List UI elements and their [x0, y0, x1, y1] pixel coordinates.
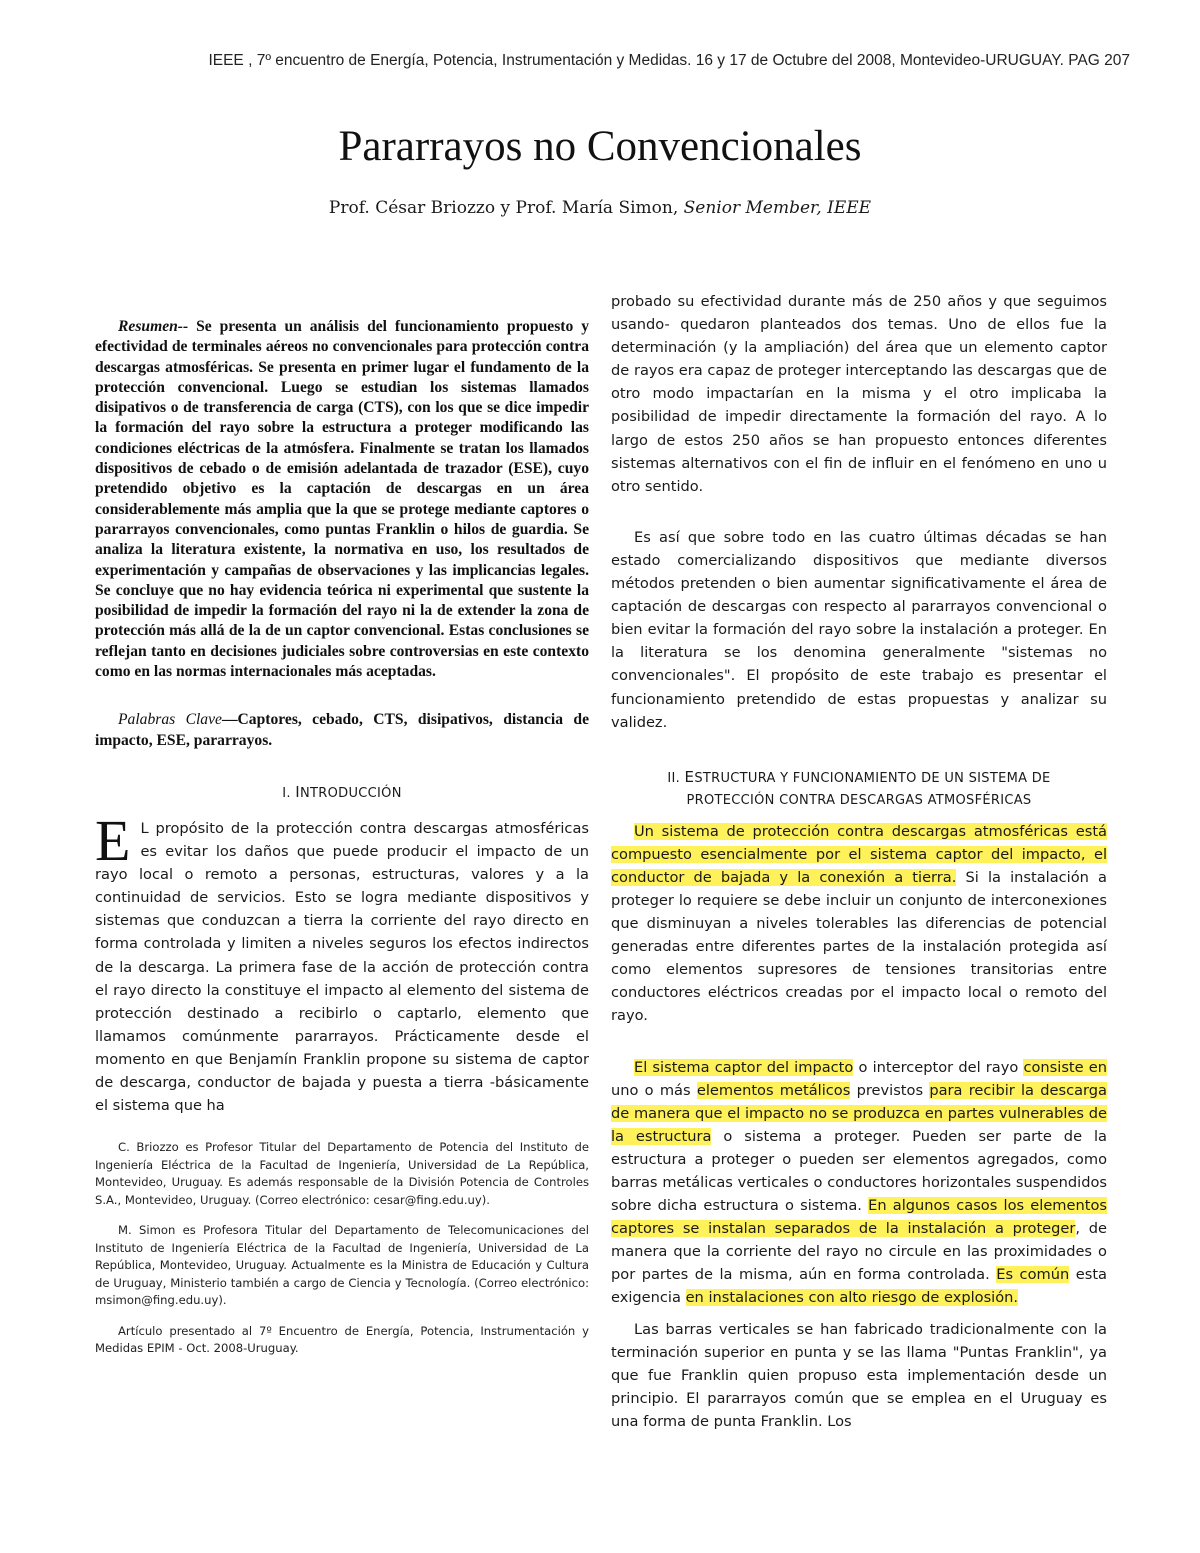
text-run: esta exigencia: [611, 1266, 1107, 1307]
left-column: [95, 290, 589, 1371]
section-2-heading: [611, 766, 1107, 812]
author-footnotes: [95, 1139, 589, 1358]
drop-cap: E: [95, 807, 131, 873]
text-run: o interceptor del rayo: [853, 1058, 1024, 1076]
footnote-simon: M. Simon es Profesora Titular del Departamento de Telecomunicaciones del Instituto de Ingeniería Eléctrica de la Facultad de Ingeniería, Universidad de La República, Montevideo, Uruguay. Actualmente es la Ministra de Educación y Cultura de Uruguay, Ministerio también a cargo de Ciencia y Tecnología. (Correo electrónico: msimon@fing.edu.uy).: [95, 1223, 589, 1308]
paragraph-purpose: Es así que sobre todo en las cuatro últimas décadas se han estado comercializando dispositivos que mediante diversos métodos pretenden o bien aumentar significativamente el área de captación de descargas con respecto al pararrayos convencional o bien evitar la formación del rayo sobre la instalación a proteger. En la literatura se los denomina generalmente "sistemas no convencionales". El propósito de este trabajo es presentar el funcionamiento pretendido de estas propuestas y analizar su validez.: [611, 528, 1107, 731]
section-1-title-rest: NTRODUCCIÓN: [300, 785, 402, 801]
text-run: o sistema a proteger. Pueden ser parte de la estructura a proteger o pueden ser elementos agregados, como barras metálicas verticales o conductores horizontales suspendidos sobre dicha estructura o sistema.: [611, 1127, 1107, 1215]
running-header: IEEE , 7º encuentro de Energía, Potencia, Instrumentación y Medidas. 16 y 17 de Octubre del 2008, Montevideo-URUGUAY. PAG 207: [208, 52, 1130, 69]
highlighted-text: El sistema captor del impacto: [634, 1058, 854, 1076]
abstract: [95, 317, 589, 682]
paragraph-system: [611, 820, 1107, 1028]
section-2-number: II.: [667, 770, 681, 786]
keywords-label: Palabras Clave: [118, 711, 222, 729]
highlighted-text: en instalaciones con alto riesgo de explosión.: [685, 1289, 1019, 1307]
section-2-line-2: PROTECCIÓN CONTRA DESCARGAS ATMOSFÉRICAS: [686, 792, 1032, 808]
footnote-presented: Artículo presentado al 7º Encuentro de Energía, Potencia, Instrumentación y Medidas EPIM - Oct. 2008-Uruguay.: [95, 1323, 589, 1356]
section-2-title-rest: STRUCTURA Y FUNCIONAMIENTO DE UN SISTEMA DE: [694, 770, 1051, 786]
highlighted-text: consiste en: [1023, 1058, 1107, 1076]
intro-text: L propósito de la protección contra descargas atmosféricas es evitar los daños que puede producir el impacto de un rayo local o remoto a personas, estructuras, valores y a la continuidad de servicios. Esto se logra mediante dispositivos y sistemas que conduzcan a tierra la corriente del rayo directo en forma controlada y limiten a niveles seguros los efectos indirectos de la descarga. La primera fase de la acción de protección contra el rayo directo la constituye el impacto al elemento del sistema de protección destinado a recibirlo o captarlo, elemento que llamamos comúnmente pararrayos. Prácticamente desde el momento en que Benjamín Franklin propone su sistema de captor de descarga, conductor de bajada y puesta a tierra -básicamente el sistema que ha: [95, 819, 589, 1115]
authors-line: [0, 198, 1200, 218]
author-grade: Senior Member, IEEE: [683, 198, 872, 218]
section-2-initial: E: [684, 767, 695, 786]
paragraph-captor: [611, 1056, 1107, 1310]
abstract-text: Se presenta un análisis del funcionamiento propuesto y efectividad de terminales aéreos no convencionales para protección contra descargas atmosféricas. Se presenta en primer lugar el fundamento de la protección convencional. Luego se estudian los sistemas llamados disipativos o de transferencia de carga (CTS), con los que se dice impedir la formación del rayo sobre la estructura a proteger modificando las condiciones eléctricas de la atmósfera. Finalmente se tratan los llamados dispositivos de cebado o de emisión adelantada de trazador (ESE), cuyo pretendido objetivo es la captación de descargas en un área considerablemente más amplia que la que se protege mediante captores o pararrayos convencionales, como puntas Franklin o hilos de guardia. Se analiza la literatura existente, la normativa en uso, los resultados de experimentación y campañas de observaciones y las implicancias legales. Se concluye que no hay evidencia teórica ni experimental que sustente la posibilidad de impedir la formación del rayo ni la de extender la zona de protección más allá de la de un captor convencional. Estas conclusiones se reflejan tanto en decisiones judiciales sobre controversias en este contexto como en las normas internacionales más aceptadas.: [95, 318, 589, 681]
text-run: , de manera que la corriente del rayo no circule en las proximidades o por partes de la misma, aún en forma controlada.: [611, 1220, 1107, 1284]
section-1-initial: I: [295, 782, 301, 801]
paragraph-franklin: Las barras verticales se han fabricado tradicionalmente con la terminación superior en punta y se las llama "Puntas Franklin", ya que fue Franklin quien propuso esta implementación desde un principio. El pararrayos común que se emplea en el Uruguay es una forma de punta Franklin. Los: [611, 1320, 1107, 1430]
highlighted-text: Es común: [996, 1266, 1070, 1284]
section-1-heading: [95, 781, 589, 805]
text-run: previstos: [850, 1081, 930, 1099]
highlighted-text: Un sistema de protección contra descargas atmosféricas está compuesto esencialmente por el sistema captor del impacto, el conductor de bajada y la conexión a tierra.: [611, 822, 1107, 886]
highlighted-text: En algunos casos los elementos captores se instalan separados de la instalación a proteger: [611, 1197, 1107, 1238]
keywords-text: —Captores, cebado, CTS, disipativos, distancia de impacto, ESE, pararrayos.: [95, 711, 589, 749]
highlighted-text: para recibir la descarga de manera que el impacto no se produzca en partes vulnerables de la estructura: [611, 1081, 1108, 1145]
paragraph-continuation: probado su efectividad durante más de 250 años y que seguimos usando- quedaron planteados dos temas. Uno de ellos fue la determinación (y la ampliación) del área que un elemento captor de rayos era capaz de proteger interceptando las descargas que de otro modo impactarían en la misma y el otro implicaba la posibilidad de impedir directamente la formación del rayo. A lo largo de estos 250 años se han propuesto entonces diferentes sistemas alternativos con el fin de influir en el fenómeno en uno u otro sentido.: [611, 293, 1107, 495]
right-column: [611, 290, 1107, 1433]
author-names: Prof. César Briozzo y Prof. María Simon,: [328, 198, 684, 218]
intro-paragraph: [95, 807, 589, 1117]
footnote-briozzo: C. Briozzo es Profesor Titular del Departamento de Potencia del Instituto de Ingeniería Eléctrica de la Facultad de Ingeniería, Universidad de La República, Montevideo, Uruguay. Es además responsable de la División Potencia de Controles S.A., Montevideo, Uruguay. (Correo electrónico: cesar@fing.edu.uy).: [95, 1140, 589, 1207]
highlighted-text: elementos metálicos: [696, 1081, 851, 1099]
section-1-number: I.: [282, 785, 291, 801]
paper-title: Pararrayos no Convencionales: [338, 123, 862, 170]
keywords: [95, 710, 589, 751]
text-run: Si la instalación a proteger lo requiere se debe incluir un conjunto de interconexiones que disminuyan a niveles tolerables las diferencias de potencial generadas entre diferentes partes de la instalación protegida así como elementos supresores de tensiones transitorias entre conductores eléctricos creadas por el impacto local o remoto del rayo.: [611, 868, 1107, 1025]
abstract-label: Resumen--: [118, 318, 189, 335]
section-2-line-1: [611, 766, 1107, 790]
text-run: uno o más: [611, 1081, 697, 1099]
